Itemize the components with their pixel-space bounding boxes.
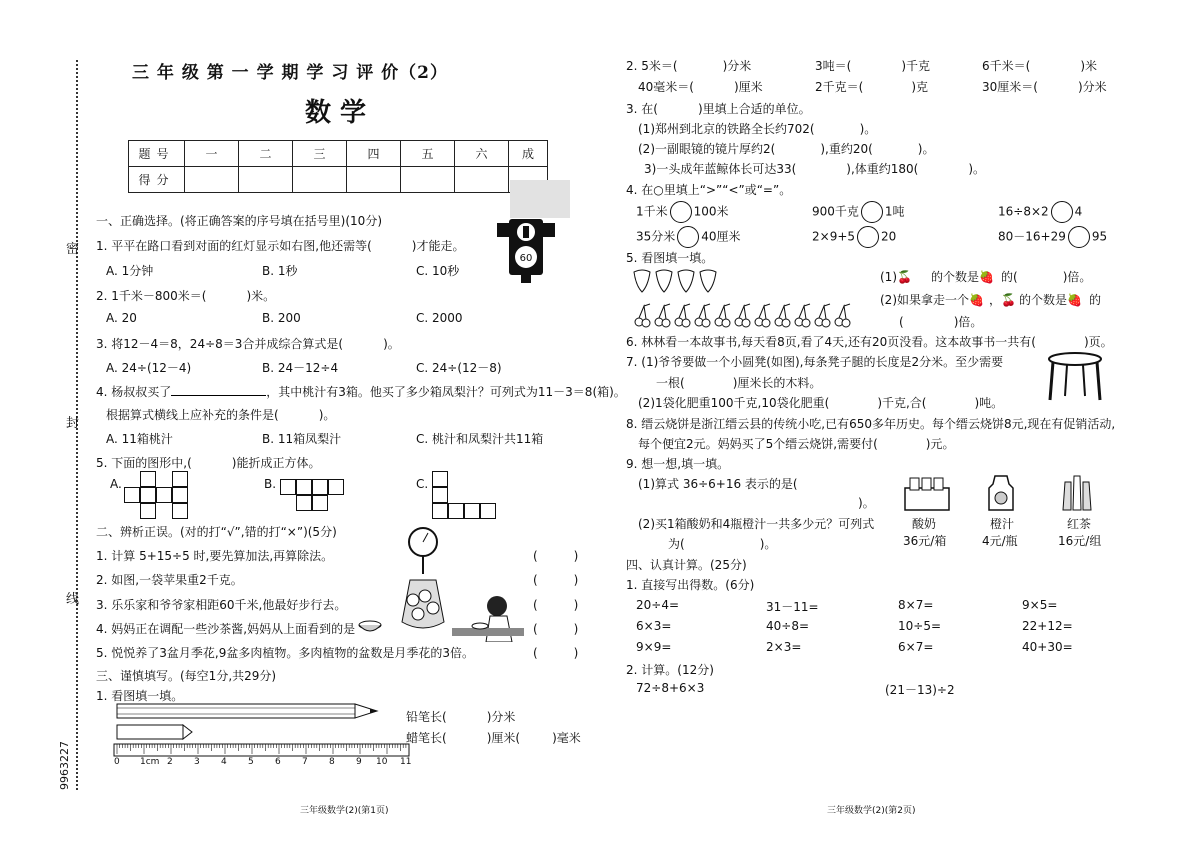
score-head-label: 题号	[129, 141, 185, 167]
compare-circle[interactable]	[677, 226, 699, 248]
section2-heading: 二、辨析正误。(对的打“√”,错的打“×”)(5分)	[96, 525, 337, 539]
s1-q5: 5. 下面的图形中,( )能折成正方体。	[96, 456, 321, 470]
product-2-name: 橙汁	[990, 517, 1015, 531]
compare-circle[interactable]	[1051, 201, 1073, 223]
score-head-5: 五	[401, 141, 455, 167]
cherry-stem	[739, 304, 750, 319]
score-head-1: 一	[185, 141, 239, 167]
product-1-name: 酸奶	[912, 517, 937, 531]
cherry-icon	[802, 319, 810, 327]
p2-q4-head: 4. 在○里填上“>”“<”或“=”。	[626, 183, 792, 197]
ruler-label-0: 0	[114, 757, 120, 767]
s1-q3-c: C. 24÷(12－8)	[416, 361, 502, 375]
s3-q1: 1. 看图填一填。	[96, 689, 184, 703]
cherry-stem	[639, 304, 650, 319]
p2-q2-r2-a: 40毫米＝( )厘米	[638, 80, 763, 94]
strawberry-icon: 🍓	[979, 270, 994, 284]
compare-circle[interactable]	[861, 201, 883, 223]
p2-q9-l2: (2)买1箱酸奶和4瓶橙汁一共多少元？可列式	[638, 517, 875, 531]
ruler-label-9: 9	[356, 757, 362, 767]
p2-q2-r2-c: 30厘米＝( )分米	[982, 80, 1107, 94]
p2-q8-l1: 8. 缙云烧饼是浙江缙云县的传统小吃,已有650多年历史。每个缙云烧饼8元,现在有促销活动,	[626, 417, 1116, 431]
cherry-stem	[659, 304, 670, 319]
s1-q4-c: C. 桃汁和凤梨汁共11箱	[416, 432, 544, 446]
cherry-icon	[842, 319, 850, 327]
p2-q3-l1: (1)郑州到北京的铁路全长约702( )。	[638, 122, 877, 136]
sauce-bowl-icon	[358, 619, 382, 635]
p2-q7-l3: (2)1袋化肥重100千克,10袋化肥重( )千克,合( )吨。	[638, 396, 1004, 410]
subject-title: 数 学	[305, 98, 367, 128]
p2-q5-l1: (1)🍒 的个数是🍓 的( )倍。	[880, 270, 1092, 284]
cherry-icon	[662, 319, 670, 327]
yogurt-box-icon	[903, 476, 951, 512]
compare-circle[interactable]	[670, 201, 692, 223]
cherry-stem	[779, 304, 790, 319]
s1-q5-c: C.	[416, 477, 429, 491]
score-cell[interactable]	[185, 167, 239, 193]
score-head-3: 三	[293, 141, 347, 167]
cherry-stem	[819, 304, 830, 319]
s1-q3-a: A. 24÷(12－4)	[106, 361, 192, 375]
cherry-icon	[822, 319, 830, 327]
s2-item-3: 3. 乐乐家和爷爷家相距60千米,他最好步行去。	[96, 598, 347, 612]
p2-q3-l2: (2)一副眼镜的镜片厚约2( ),重约20( )。	[638, 142, 935, 156]
cherry-icons	[635, 304, 850, 327]
cherry-icon	[642, 319, 650, 327]
round-stool-icon	[1047, 352, 1103, 402]
strawberry-icon	[700, 270, 716, 292]
ruler-label-1: 1cm	[140, 757, 160, 767]
section3-heading: 三、谨慎填写。(每空1分,共29分)	[96, 669, 277, 683]
cherry-stem	[759, 304, 770, 319]
score-head-6: 六	[455, 141, 509, 167]
s1-q4-b: B. 11箱凤梨汁	[262, 432, 342, 446]
p2-q7-l2: 一根( )厘米长的木料。	[656, 376, 822, 390]
calc-r3c1: 9×9=	[636, 640, 672, 654]
score-cell[interactable]	[347, 167, 401, 193]
ruler-label-5: 5	[248, 757, 254, 767]
p2-q2-r2-b: 2千克＝( )克	[815, 80, 929, 94]
ruler-label-11: 11	[400, 757, 412, 767]
score-cell[interactable]	[401, 167, 455, 193]
score-table	[128, 140, 548, 193]
strawberry-icon	[678, 270, 694, 292]
crayon-length: 蜡笔长( )厘米( )毫米	[406, 731, 581, 745]
product-2-price: 4元/瓶	[982, 534, 1018, 548]
product-1-price: 36元/箱	[903, 534, 947, 548]
s1-q1-a: A. 1分钟	[106, 264, 154, 278]
compare-3: 16÷8×2 4	[998, 201, 1082, 223]
strawberry-icon	[634, 270, 650, 292]
judge-bracket-3[interactable]: ( )	[533, 598, 583, 612]
p2-q8-l2: 每个便宜2元。妈妈买了5个缙云烧饼,需要付( )元。	[638, 437, 955, 451]
section1-heading: 一、正确选择。(将正确答案的序号填在括号里)(10分)	[96, 214, 382, 228]
judge-bracket-5[interactable]: ( )	[533, 646, 583, 660]
p2-q9-head: 9. 想一想,填一填。	[626, 457, 730, 471]
p2-q3-head: 3. 在( )里填上合适的单位。	[626, 102, 811, 116]
answer-blank[interactable]	[171, 395, 266, 396]
compare-circle[interactable]	[1068, 226, 1090, 248]
cherry-stem	[699, 304, 710, 319]
product-3-name: 红茶	[1067, 517, 1092, 531]
p2-q2-r1-c: 6千米＝( )米	[982, 59, 1098, 73]
cherry-icon	[762, 319, 770, 327]
strawberry-icon	[656, 270, 672, 292]
s1-q1-c: C. 10秒	[416, 264, 460, 278]
s4-q2: 2. 计算。(12分)	[626, 663, 714, 677]
s1-q2-a: A. 20	[106, 311, 137, 325]
judge-bracket-2[interactable]: ( )	[533, 573, 583, 587]
calc-expr-1: 72÷8+6×3	[636, 681, 705, 695]
p2-q3-l3: 3)一头成年蓝鲸体长可达33( ),体重约180( )。	[644, 162, 986, 176]
strawberry-icon: 🍓	[969, 293, 984, 307]
compare-2: 900千克 1吨	[812, 201, 905, 223]
score-cell[interactable]	[239, 167, 293, 193]
calc-expr-2: (21－13)÷2	[885, 683, 955, 697]
cherry-icon	[682, 319, 690, 327]
traffic-light-icon	[495, 215, 557, 283]
pencil-length: 铅笔长( )分米	[406, 710, 516, 724]
calc-r2c3: 10÷5=	[898, 619, 942, 633]
strawberry-icon: 🍓	[1067, 293, 1082, 307]
total-score-box	[510, 180, 570, 218]
cherry-stem	[679, 304, 690, 319]
s4-q1: 1. 直接写出得数。(6分)	[626, 578, 755, 592]
page1-footer: 三年级数学(2)(第1页)	[300, 806, 389, 816]
calc-r2c4: 22+12=	[1022, 619, 1073, 633]
cherry-stem	[799, 304, 810, 319]
cherry-icon: 🍒	[897, 270, 912, 284]
compare-5: 2×9+5 20	[812, 226, 896, 248]
s1-q1-b: B. 1秒	[262, 264, 298, 278]
black-tea-icon	[1059, 474, 1095, 512]
p2-q5-l2: (2)如果拿走一个🍓 ，🍒 的个数是🍓 的	[880, 293, 1102, 307]
s1-q2-c: C. 2000	[416, 311, 463, 325]
ruler-label-6: 6	[275, 757, 281, 767]
ruler-label-7: 7	[302, 757, 308, 767]
cherry-icon	[742, 319, 750, 327]
ruler-label-2: 2	[167, 757, 173, 767]
seal-char-feng: 封	[66, 416, 80, 431]
page2-footer: 三年级数学(2)(第2页)	[827, 806, 916, 816]
calc-r1c1: 20÷4=	[636, 598, 680, 612]
exam-title: 三 年 级 第 一 学 期 学 习 评 价（2）	[132, 63, 449, 83]
score-cell[interactable]	[293, 167, 347, 193]
score-row-label: 得分	[129, 167, 185, 193]
s1-q2: 2. 1千米－800米＝( )米。	[96, 289, 276, 303]
cherry-icon	[722, 319, 730, 327]
ruler-label-4: 4	[221, 757, 227, 767]
calc-r1c4: 9×5=	[1022, 598, 1058, 612]
fruit-figure	[632, 266, 872, 330]
score-cell[interactable]	[455, 167, 509, 193]
ruler-labels	[112, 757, 412, 771]
s1-q5-a: A.	[110, 477, 122, 491]
s1-q4: 4. 杨叔叔买了 ，其中桃汁有3箱。他买了多少箱凤梨汁？可列式为11－3＝8(箱)。	[96, 385, 626, 399]
strawberry-icons	[634, 270, 716, 292]
cherry-stem	[719, 304, 730, 319]
compare-1: 1千米 100米	[636, 201, 729, 223]
s1-q3: 3. 将12－4＝8，24÷8＝3合并成综合算式是( )。	[96, 337, 400, 351]
calc-r2c2: 40÷8=	[766, 619, 810, 633]
paper-id: 9963227	[58, 741, 71, 790]
calc-r2c1: 6×3=	[636, 619, 672, 633]
s1-q1: 1. 平平在路口看到对面的红灯显示如右图,他还需等( )才能走。	[96, 239, 465, 253]
score-head-4: 四	[347, 141, 401, 167]
compare-circle[interactable]	[857, 226, 879, 248]
ruler-label-10: 10	[376, 757, 388, 767]
section4-heading: 四、认真计算。(25分)	[626, 558, 747, 572]
p2-q2-r1-b: 3吨＝( )千克	[815, 59, 931, 73]
p2-q7-l1: 7. (1)爷爷要做一个小圆凳(如图),每条凳子腿的长度是2分米。至少需要	[626, 355, 1004, 369]
seal-char-xian: 线	[66, 592, 80, 607]
calc-r1c3: 8×7=	[898, 598, 934, 612]
orange-juice-icon	[983, 474, 1019, 512]
product-3-price: 16元/组	[1058, 534, 1102, 548]
mother-cooking-icon	[452, 592, 524, 642]
calc-r3c3: 6×7=	[898, 640, 934, 654]
s1-q2-b: B. 200	[262, 311, 301, 325]
s2-item-4: 4. 妈妈正在调配一些沙茶酱,妈妈从上面看到的是	[96, 622, 356, 636]
p2-q2-r1-a: 2. 5米＝( )分米	[626, 59, 752, 73]
p2-q9-l1: (1)算式 36÷6+16 表示的是(	[638, 477, 798, 491]
calc-r3c2: 2×3=	[766, 640, 802, 654]
traffic-light-number: 60	[519, 253, 533, 264]
s1-q5-b: B.	[264, 477, 277, 491]
scale-apples-icon	[398, 522, 448, 634]
s1-q3-b: B. 24－12÷4	[262, 361, 339, 375]
ruler-label-3: 3	[194, 757, 200, 767]
calc-r1c2: 31－11=	[766, 600, 819, 614]
ruler-label-8: 8	[329, 757, 335, 767]
judge-bracket-4[interactable]: ( )	[533, 622, 583, 636]
seal-char-mi: 密	[66, 242, 80, 257]
cherry-icon: 🍒	[1001, 293, 1016, 307]
s2-item-2: 2. 如图,一袋苹果重2千克。	[96, 573, 243, 587]
s2-item-5: 5. 悦悦养了3盆月季花,9盆多肉植物。多肉植物的盆数是月季花的3倍。	[96, 646, 474, 660]
s1-q4-a: A. 11箱桃汁	[106, 432, 173, 446]
p2-q9-l1-end: )。	[858, 496, 875, 510]
s2-item-1: 1. 计算 5+15÷5 时,要先算加法,再算除法。	[96, 549, 334, 563]
judge-bracket-1[interactable]: ( )	[533, 549, 583, 563]
compare-4: 35分米 40厘米	[636, 226, 741, 248]
p2-q9-l3: 为( )。	[668, 537, 777, 551]
p2-q5-l3: ( )倍。	[899, 315, 983, 329]
cherry-icon	[782, 319, 790, 327]
score-head-total: 成	[509, 141, 548, 167]
p2-q6: 6. 林林看一本故事书,每天看8页,看了4天,还有20页没看。这本故事书一共有( )页。	[626, 335, 1113, 349]
cherry-stem	[839, 304, 850, 319]
s1-q4-line2: 根据算式横线上应补充的条件是( )。	[106, 408, 336, 422]
cherry-icon	[702, 319, 710, 327]
p2-q5-head: 5. 看图填一填。	[626, 251, 714, 265]
compare-6: 80－16+29 95	[998, 226, 1107, 248]
calc-r3c4: 40+30=	[1022, 640, 1073, 654]
score-head-2: 二	[239, 141, 293, 167]
